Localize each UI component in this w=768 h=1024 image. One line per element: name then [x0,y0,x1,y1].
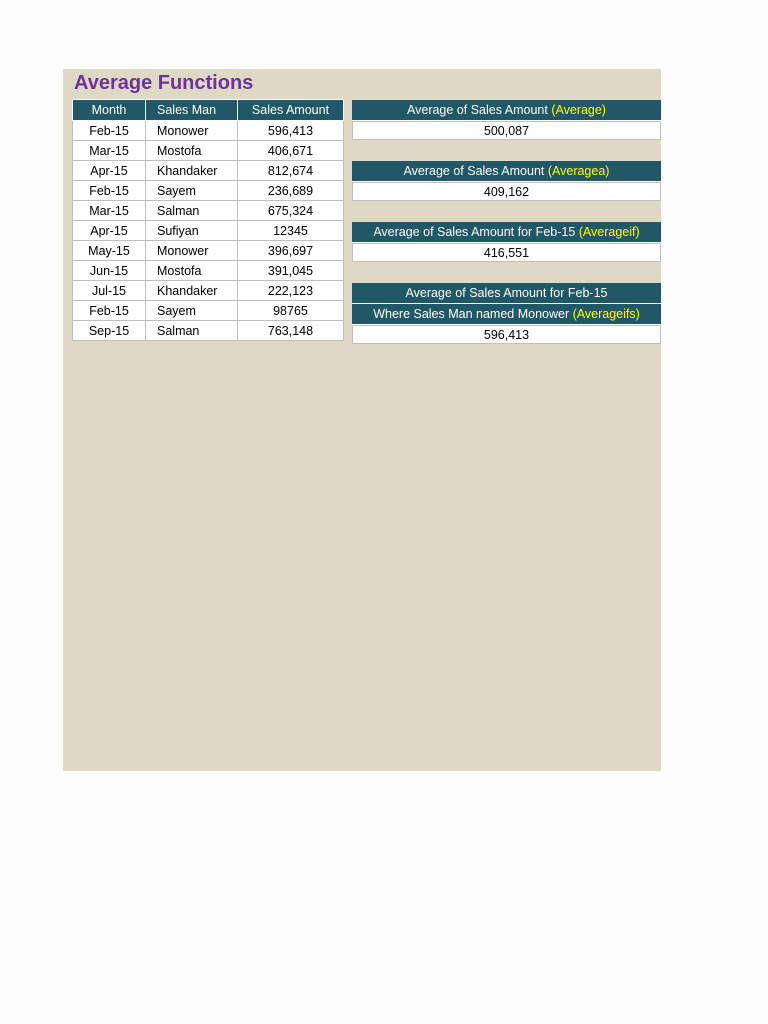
averageif-label: Average of Sales Amount for Feb-15 [373,225,579,239]
averageifs-header-line2[interactable] [352,304,661,325]
sales-table [72,99,344,341]
averageifs-value[interactable]: 596,413 [352,325,661,344]
sales-man-cell[interactable]: Sayem [146,181,238,201]
month-cell[interactable]: Jul-15 [73,281,146,301]
sales-man-cell[interactable]: Sufiyan [146,221,238,241]
sales-man-cell[interactable]: Monower [146,241,238,261]
month-cell[interactable]: Jun-15 [73,261,146,281]
column-header-sales-man[interactable]: Sales Man [146,100,238,121]
average-header[interactable] [352,100,661,121]
sales-man-cell[interactable]: Salman [146,321,238,341]
sales-amount-cell[interactable]: 236,689 [238,181,344,201]
month-cell[interactable]: May-15 [73,241,146,261]
table-row [73,161,344,181]
table-row [73,241,344,261]
averageifs-function-name: (Averageifs) [572,307,640,321]
averagea-value[interactable]: 409,162 [352,182,661,201]
sheet-title: Average Functions [74,72,254,94]
month-cell[interactable]: Apr-15 [73,221,146,241]
sales-man-cell[interactable]: Sayem [146,301,238,321]
averagea-function-name: (Averagea) [547,164,610,178]
average-label: Average of Sales Amount [407,103,552,117]
sales-amount-cell[interactable]: 675,324 [238,201,344,221]
table-row [73,281,344,301]
sales-man-cell[interactable]: Monower [146,121,238,141]
table-row [73,301,344,321]
month-cell[interactable]: Feb-15 [73,121,146,141]
averagea-header[interactable] [352,161,661,182]
table-row [73,121,344,141]
averageifs-header-line1[interactable]: Average of Sales Amount for Feb-15 [352,283,661,304]
sales-amount-cell[interactable]: 396,697 [238,241,344,261]
table-row [73,261,344,281]
table-row [73,201,344,221]
table-header-row [73,100,344,121]
month-cell[interactable]: Sep-15 [73,321,146,341]
month-cell[interactable]: Feb-15 [73,301,146,321]
averagea-label: Average of Sales Amount [403,164,548,178]
sales-man-cell[interactable]: Mostofa [146,261,238,281]
column-header-month[interactable]: Month [73,100,146,121]
sales-amount-cell[interactable]: 763,148 [238,321,344,341]
averageif-result-box [352,222,661,262]
sales-man-cell[interactable]: Mostofa [146,141,238,161]
table-row [73,141,344,161]
sales-amount-cell[interactable]: 98765 [238,301,344,321]
average-function-name: (Average) [551,103,606,117]
averageif-function-name: (Averageif) [578,225,640,239]
column-header-sales-amount[interactable]: Sales Amount [238,100,344,121]
month-cell[interactable]: Feb-15 [73,181,146,201]
spreadsheet-area [63,69,661,771]
sales-amount-cell[interactable]: 391,045 [238,261,344,281]
sales-man-cell[interactable]: Khandaker [146,281,238,301]
averageif-value[interactable]: 416,551 [352,243,661,262]
averageifs-result-box [352,283,661,344]
table-row [73,181,344,201]
sales-amount-cell[interactable]: 12345 [238,221,344,241]
table-row [73,321,344,341]
sales-man-cell[interactable]: Khandaker [146,161,238,181]
average-result-box [352,100,661,140]
sales-amount-cell[interactable]: 812,674 [238,161,344,181]
average-value[interactable]: 500,087 [352,121,661,140]
averageifs-label: Where Sales Man named Monower [373,307,573,321]
sales-amount-cell[interactable]: 596,413 [238,121,344,141]
averageif-header[interactable] [352,222,661,243]
month-cell[interactable]: Mar-15 [73,201,146,221]
sales-amount-cell[interactable]: 406,671 [238,141,344,161]
averagea-result-box [352,161,661,201]
month-cell[interactable]: Mar-15 [73,141,146,161]
table-row [73,221,344,241]
sales-man-cell[interactable]: Salman [146,201,238,221]
month-cell[interactable]: Apr-15 [73,161,146,181]
sales-amount-cell[interactable]: 222,123 [238,281,344,301]
